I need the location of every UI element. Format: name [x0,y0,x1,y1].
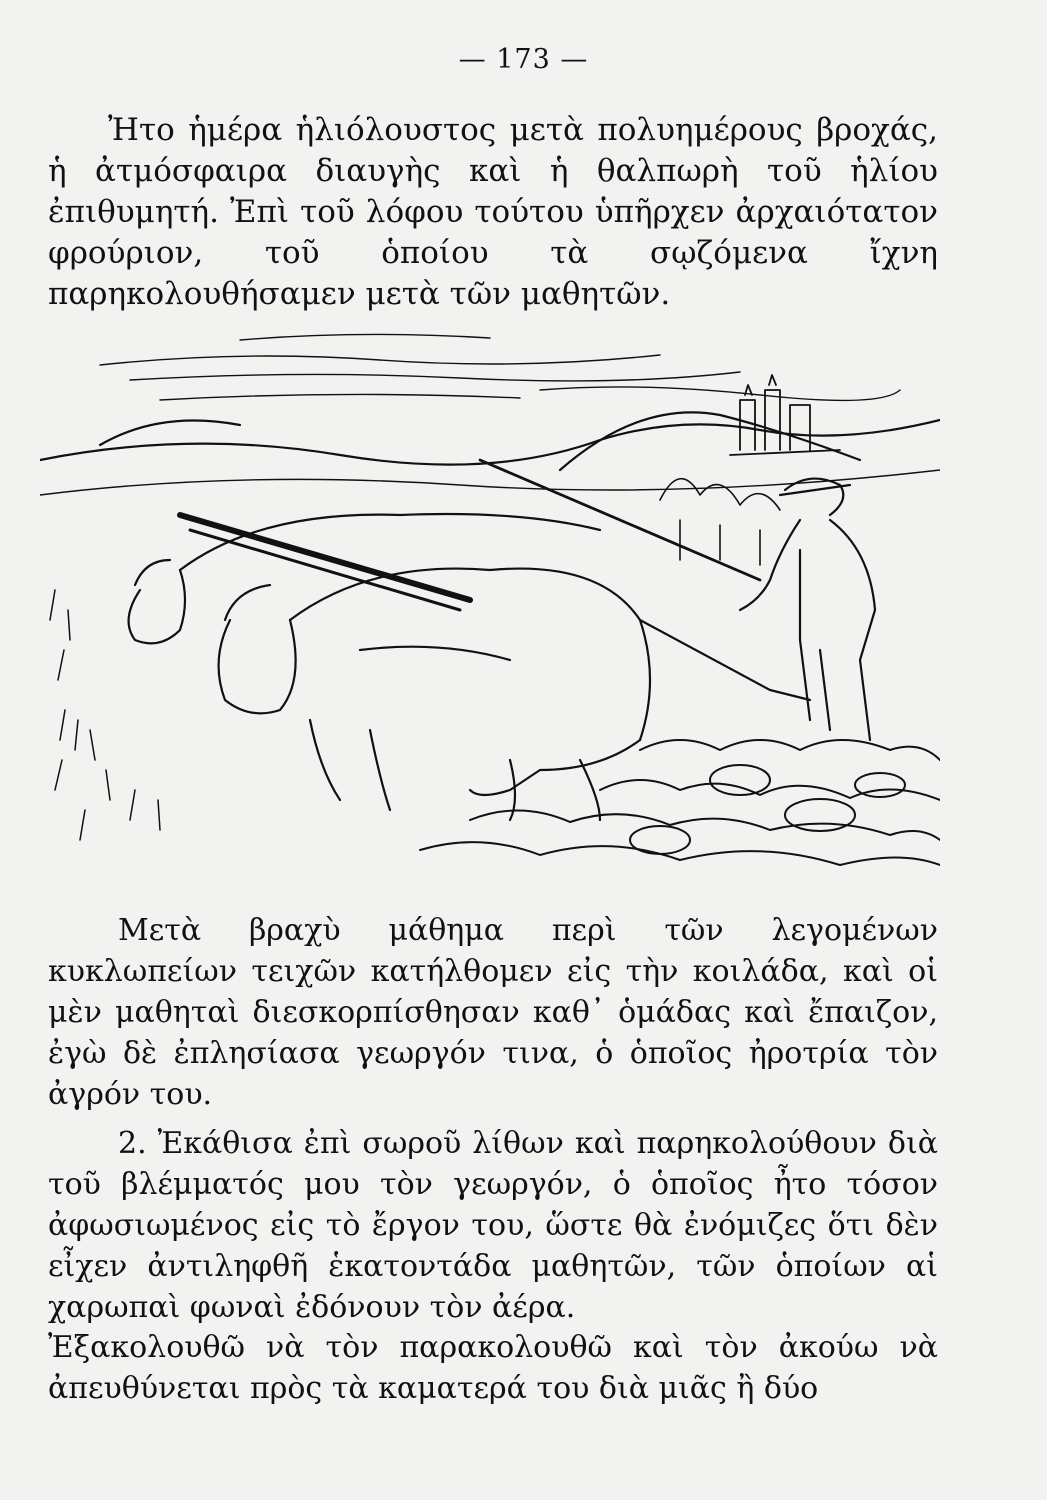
hills [40,412,940,495]
plow [480,460,810,700]
plowing-illustration [40,320,940,880]
paragraph-3: 2. Ἐκάθισα ἐπὶ σωροῦ λίθων καὶ παρηκολούθουν διὰ τοῦ βλέμματός μου τὸν γεωργόν, ὁ ὁποῖος ἦτο τόσον ἀφωσιωμένος εἰς τὸ ἔργον του, ὥστε θὰ ἐνόμιζες ὅτι δὲν εἶχεν ἀντιληφθῆ ἑκατοντάδα μαθητῶν, τῶν ὁποίων αἱ χαρωπαὶ φωναὶ ἐδόνουν τὸν ἀέρα. [48,1126,938,1325]
furrow-clods [420,740,940,865]
page-number: — 173 — [458,44,589,75]
castle-on-hill [730,375,840,455]
trees [660,479,780,565]
grass [50,590,160,840]
farmer [740,479,875,740]
paragraph-4: Ἐξακολουθῶ νὰ τὸν παρακολουθῶ καὶ τὸν ἀκούω νὰ ἀπευθύνεται πρὸς τὰ καματερά του διὰ μιᾶς ἢ δύο [48,1330,938,1406]
paragraph-2: Μετὰ βραχὺ μάθημα περὶ τῶν λεγομένων κυκλωπείων τειχῶν κατήλθομεν εἰς τὴν κοιλάδα, καὶ οἱ μὲν μαθηταὶ διεσκορπίσθησαν καθ᾽ ὁμάδας καὶ ἔπαιζον, ἐγὼ δὲ ἐπλησίασα γεωργόν τινα, ὁ ὁποῖος ἠροτρία τὸν ἀγρόν του. [48,913,938,1112]
paragraph-1: Ἠτο ἡμέρα ἡλιόλουστος μετὰ πολυημέρους βροχάς, ἡ ἀτμόσφαιρα διαυγὴς καὶ ἡ θαλπωρὴ τοῦ ἡλίου ἐπιθυμητή. Ἐπὶ τοῦ λόφου τούτου ὑπῆρχεν ἀρχαιότατον φρούριον, τοῦ ὁποίου τὰ σῳζόμενα ἴχνη παρηκολουθήσαμεν μετὰ τῶν μαθητῶν. [48,112,938,312]
yoke [180,515,470,600]
ox-front [219,569,650,820]
